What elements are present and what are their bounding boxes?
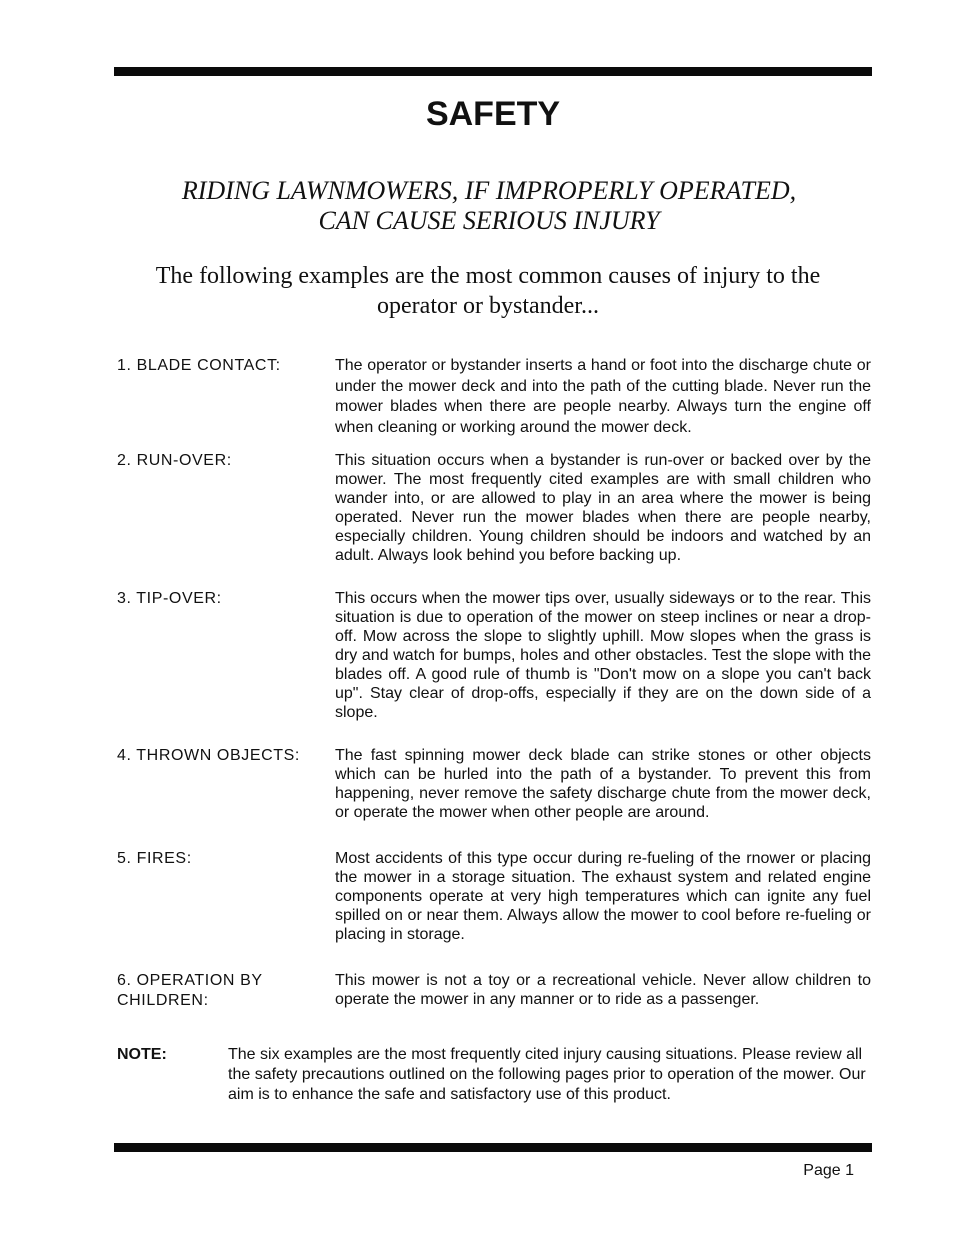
top-rule <box>114 67 872 76</box>
hazard-label: 2. RUN-OVER: <box>117 452 232 469</box>
bottom-rule <box>114 1143 872 1152</box>
hazard-label: 3. TIP-OVER: <box>117 590 222 607</box>
hazard-description: The fast spinning mower deck blade can strike stones or other objects which can be hurled into the path of a bystander. To prevent this from happening, never remove the safety discharge chute from the mower deck, or operate the mower when other people are around. <box>335 747 871 821</box>
hazard-label: 6. OPERATION BY CHILDREN: <box>117 972 263 1009</box>
hazard-label: 1. BLADE CONTACT: <box>117 357 281 374</box>
warning-line-1: RIDING LAWNMOWERS, IF IMPROPERLY OPERATED, <box>181 176 797 205</box>
note-label: NOTE: <box>117 1046 167 1063</box>
hazard-label: 4. THROWN OBJECTS: <box>117 747 300 764</box>
intro-line-2: operator or bystander... <box>377 293 599 319</box>
hazard-label: 5. FIRES: <box>117 850 192 867</box>
note-text: The six examples are the most frequently cited injury causing situations. Please review all the safety precautions outlined on the following pages prior to operation of the mower. Our aim is to enhance the safe and satisfactory use of this product. <box>228 1046 866 1103</box>
warning-heading <box>0 176 954 236</box>
warning-line-2: CAN CAUSE SERIOUS INJURY <box>318 206 660 235</box>
intro-text <box>0 261 954 321</box>
hazard-description: This occurs when the mower tips over, usually sideways or to the rear. This situation is due to operation of the mower on steep inclines or near a drop-off. Mow across the slope to slightly uphill. Mow slopes when the grass is dry and watch for bumps, holes and other obstacles. Test the slope with the blades off. A good rule of thumb is "Don't mow on a slope you can't back up". Stay clear of drop-offs, especially if they are on the down side of a slope. <box>335 590 871 721</box>
intro-line-1: The following examples are the most common causes of injury to the <box>155 263 821 289</box>
hazard-description: Most accidents of this type occur during re-fueling of the rnower or placing the mower in a storage situation. The exhaust system and related engine components operate at very high temperatures which can ignite any fuel spilled on or near them. Always allow the mower to cool before re-fueling or placing in storage. <box>335 850 871 943</box>
page-title: SAFETY <box>425 95 561 133</box>
page-number: Page 1 <box>803 1162 854 1179</box>
hazard-description: The operator or bystander inserts a hand or foot into the discharge chute or under the mower deck and into the path of the cutting blade. Never run the mower blades when there are people nearby. Always turn the engine off when cleaning or working around the mower deck. <box>335 357 871 436</box>
hazard-description: This mower is not a toy or a recreational vehicle. Never allow children to operate the mower in any manner or to ride as a passenger. <box>335 972 871 1008</box>
hazard-description: This situation occurs when a bystander is run-over or backed over by the mower. The most frequently cited examples are with small children who wander into, or are allowed to play in an area where the mower is being operated. Never run the mower blades when there are people nearby, especially children. Young children should be indoors and watched by an adult. Always look behind you before backing up. <box>335 452 871 564</box>
